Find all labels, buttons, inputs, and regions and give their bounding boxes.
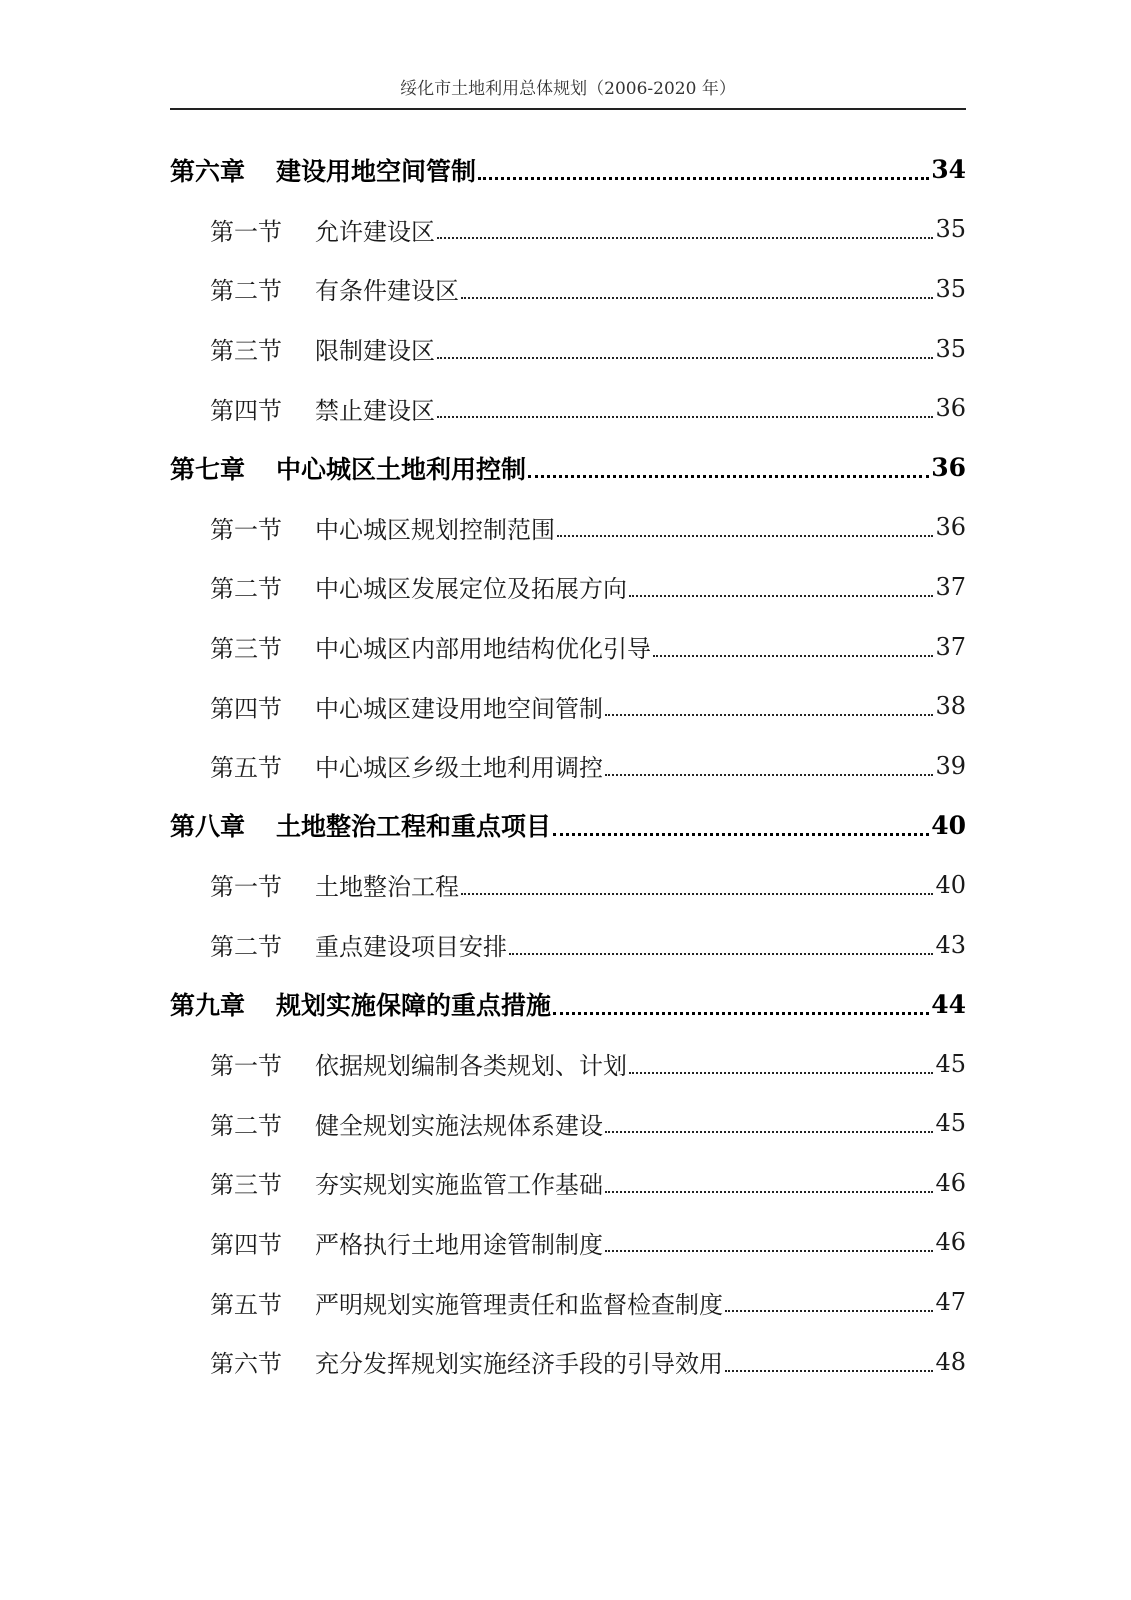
- toc-section[interactable]: [170, 498, 966, 558]
- page-header: [170, 76, 966, 110]
- toc-number: 第一节: [210, 515, 282, 544]
- toc-section[interactable]: [170, 1272, 966, 1332]
- toc-leader-dots: [605, 1250, 933, 1252]
- toc-leader-dots: [725, 1370, 933, 1372]
- toc-title: 规划实施保障的重点措施: [276, 991, 552, 1021]
- toc-title: 中心城区内部用地结构优化引导: [315, 635, 651, 664]
- toc-leader-dots: [605, 714, 933, 716]
- toc-number: 第八章: [170, 812, 246, 842]
- toc-page-number: 39: [935, 751, 966, 780]
- toc-page-number: 35: [935, 334, 966, 363]
- toc-title: 依据规划编制各类规划、计划: [315, 1052, 627, 1081]
- toc-leader-dots: [725, 1310, 933, 1312]
- toc-chapter[interactable]: [170, 974, 966, 1034]
- toc-page-number: 40: [935, 870, 966, 899]
- toc-section[interactable]: [170, 200, 966, 260]
- toc-title: 建设用地空间管制: [276, 156, 477, 186]
- toc-leader-dots: [437, 237, 933, 239]
- toc-section[interactable]: [170, 1094, 966, 1154]
- toc-leader-dots: [553, 1012, 929, 1015]
- toc-page-number: 35: [935, 215, 966, 244]
- toc-title: 中心城区规划控制范围: [315, 515, 555, 544]
- toc-number: 第五节: [210, 1290, 282, 1319]
- toc-number: 第一节: [210, 873, 282, 902]
- toc-page-number: 36: [935, 394, 966, 423]
- toc-section[interactable]: [170, 617, 966, 677]
- toc-title: 中心城区发展定位及拓展方向: [315, 575, 627, 604]
- toc-leader-dots: [437, 357, 933, 359]
- toc-number: 第四节: [210, 396, 282, 425]
- toc-leader-dots: [461, 893, 933, 895]
- toc-number: 第九章: [170, 991, 246, 1021]
- toc-leader-dots: [553, 833, 929, 836]
- toc-page-number: 48: [935, 1347, 966, 1376]
- toc-title: 严格执行土地用途管制制度: [315, 1230, 603, 1259]
- toc-section[interactable]: [170, 1153, 966, 1213]
- toc-page-number: 45: [935, 1109, 966, 1138]
- toc-chapter[interactable]: [170, 796, 966, 856]
- toc-number: 第二节: [210, 933, 282, 962]
- toc-title: 健全规划实施法规体系建设: [315, 1111, 603, 1140]
- toc-leader-dots: [528, 475, 929, 478]
- toc-leader-dots: [461, 297, 933, 299]
- toc-title: 充分发挥规划实施经济手段的引导效用: [315, 1350, 723, 1379]
- toc-title: 中心城区土地利用控制: [276, 454, 527, 484]
- toc-section[interactable]: [170, 1034, 966, 1094]
- document-title: 绥化市土地利用总体规划（2006-2020 年）: [400, 79, 736, 99]
- toc-title: 重点建设项目安排: [315, 933, 507, 962]
- toc-chapter[interactable]: [170, 438, 966, 498]
- toc-number: 第六节: [210, 1350, 282, 1379]
- toc-page-number: 36: [931, 453, 966, 483]
- toc-title: 严明规划实施管理责任和监督检查制度: [315, 1290, 723, 1319]
- toc-title: 允许建设区: [315, 217, 435, 246]
- toc-leader-dots: [605, 1131, 933, 1133]
- toc-leader-dots: [557, 535, 933, 537]
- toc-section[interactable]: [170, 676, 966, 736]
- toc-page-number: 36: [935, 513, 966, 542]
- toc-section[interactable]: [170, 378, 966, 438]
- toc-number: 第一节: [210, 1052, 282, 1081]
- toc-number: 第三节: [210, 337, 282, 366]
- toc-leader-dots: [629, 595, 933, 597]
- toc-leader-dots: [653, 655, 933, 657]
- toc-page-number: 46: [935, 1168, 966, 1197]
- toc-page-number: 37: [935, 632, 966, 661]
- toc-title: 禁止建设区: [315, 396, 435, 425]
- toc-number: 第二节: [210, 575, 282, 604]
- toc-page-number: 37: [935, 572, 966, 601]
- toc-leader-dots: [605, 774, 933, 776]
- toc-leader-dots: [629, 1072, 933, 1074]
- toc-section[interactable]: [170, 1213, 966, 1273]
- toc-section[interactable]: [170, 915, 966, 975]
- toc-number: 第三节: [210, 635, 282, 664]
- toc-title: 限制建设区: [315, 337, 435, 366]
- table-of-contents: [170, 140, 966, 1391]
- toc-title: 中心城区乡级土地利用调控: [315, 754, 603, 783]
- toc-title: 土地整治工程和重点项目: [276, 812, 552, 842]
- toc-section[interactable]: [170, 736, 966, 796]
- toc-page-number: 35: [935, 274, 966, 303]
- toc-page-number: 45: [935, 1049, 966, 1078]
- toc-leader-dots: [478, 177, 929, 180]
- toc-title: 夯实规划实施监管工作基础: [315, 1171, 603, 1200]
- toc-leader-dots: [509, 953, 933, 955]
- toc-page-number: 40: [931, 810, 966, 840]
- toc-section[interactable]: [170, 259, 966, 319]
- toc-page-number: 47: [935, 1288, 966, 1317]
- toc-page-number: 46: [935, 1228, 966, 1257]
- toc-page-number: 34: [931, 155, 966, 185]
- toc-number: 第七章: [170, 454, 246, 484]
- toc-title: 中心城区建设用地空间管制: [315, 694, 603, 723]
- toc-number: 第二节: [210, 277, 282, 306]
- toc-number: 第四节: [210, 1230, 282, 1259]
- toc-page-number: 38: [935, 692, 966, 721]
- toc-number: 第三节: [210, 1171, 282, 1200]
- toc-number: 第四节: [210, 694, 282, 723]
- toc-title: 有条件建设区: [315, 277, 459, 306]
- toc-number: 第一节: [210, 217, 282, 246]
- toc-number: 第六章: [170, 156, 246, 186]
- toc-number: 第二节: [210, 1111, 282, 1140]
- toc-leader-dots: [437, 416, 933, 418]
- toc-section[interactable]: [170, 1332, 966, 1392]
- toc-section[interactable]: [170, 557, 966, 617]
- toc-section[interactable]: [170, 855, 966, 915]
- toc-title: 土地整治工程: [315, 873, 459, 902]
- toc-leader-dots: [605, 1191, 933, 1193]
- toc-page-number: 43: [935, 930, 966, 959]
- toc-section[interactable]: [170, 319, 966, 379]
- toc-page-number: 44: [931, 989, 966, 1019]
- toc-number: 第五节: [210, 754, 282, 783]
- toc-chapter[interactable]: [170, 140, 966, 200]
